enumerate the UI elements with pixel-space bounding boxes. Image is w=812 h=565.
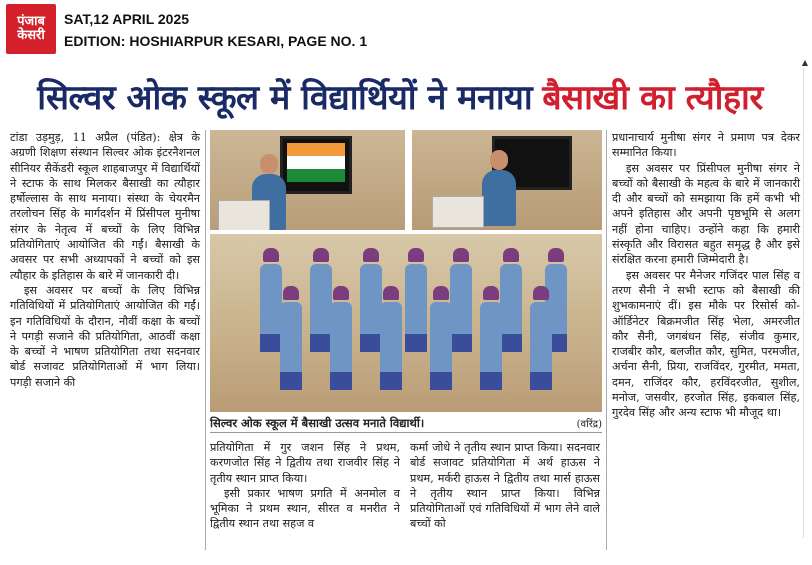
- paragraph: इसी प्रकार भाषण प्रगति में अनमोल व भूमिका ने प्रथम स्थान, सीरत व मनरीत ने द्वितीय स्थान तथा सहज व: [210, 486, 400, 531]
- student-figure: [430, 302, 452, 372]
- paragraph: इस अवसर पर प्रिंसीपल मुनीषा संगर ने बच्चों को बैसाखी के महत्व के बारे में जानकारी दी और बच्चों को समझाया कि हमें कभी भी अपने इतिहास और अपनी पृष्ठभूमि से अलग नहीं होना चाहिए। उन्होंने कहा कि हमारी संस्कृति और विरासत बहुत समृद्ध है और इसे संरक्षित करना हमारी जिम्मेदारी है।: [612, 161, 800, 267]
- caption-text: सिल्वर ओक स्कूल में बैसाखी उत्सव मनाते विद्यार्थी।: [210, 415, 425, 430]
- article-column-3: [410, 440, 600, 532]
- scroll-up-arrow-icon[interactable]: ▲: [801, 58, 808, 67]
- column-divider: [606, 130, 607, 550]
- edition-info: EDITION: HOSHIARPUR KESARI, PAGE NO. 1: [64, 33, 368, 49]
- logo-line-2: केसरी: [17, 28, 45, 43]
- edition-meta: [64, 8, 367, 52]
- student-figure: [480, 302, 502, 372]
- photo-credit: (वरिंद्र): [576, 419, 602, 430]
- paragraph: कर्मा जोधे ने तृतीय स्थान प्राप्त किया। सदनवार बोर्ड सजावट प्रतियोगिता में अर्थ हाऊस ने प्रथम, मर्करी हाऊस ने द्वितीय तथा मार्स हाऊस ने तृतीय स्थान प्राप्त किया। विभिन्न प्रतियोगिताओं एवं गतिविधियों में भाग लेने वाले बच्चों को: [410, 441, 600, 531]
- tv-screen: [280, 136, 352, 194]
- student-figure: [310, 264, 332, 334]
- student-figure: [530, 302, 552, 372]
- photo-speech-left: [210, 130, 405, 230]
- paragraph: टांडा उड़मुड़, 11 अप्रैल (पंडित): क्षेत्र के अग्रणी शिक्षण संस्थान सिल्वर ओक इंटरनैशनल सीनियर सैकेंडरी स्कूल शाहबाजपुर में विद्यार्थियों ने स्टाफ के साथ मिलकर बैसाखी का त्यौहार हर्षोल्लास के साथ मनाया। संस्था के चेयरमैन तरलोचन सिंह के मार्गदर्शन में प्रिंसीपल मुनीषा संगर के नेतृत्व में बच्चों के लिए विभिन्न प्रतियोगिताएं आयोजित की गईं। बैसाखी के अवसर पर सभी अध्यापकों ने बच्चों को इस त्यौहार के इतिहास के बारे में जानकारी दी।: [10, 131, 200, 282]
- paragraph: इस अवसर पर बच्चों के लिए विभिन्न गतिविधियों में प्रतियोगिताएं आयोजित की गईं। इन गतिविधियों के दौरान, नौवीं कक्षा के बच्चों ने पगड़ी सजाने की प्रतियोगिता, आठवीं कक्षा के बच्चों ने भाषण प्रतियोगिता तथा सदनवार बोर्ड सजावट प्रतियोगिताओं में भाग लिया। पगड़ी सजाने की: [10, 283, 200, 389]
- paragraph: प्रतियोगिता में गुर जशन सिंह ने प्रथम, करणजोत सिंह ने द्वितीय तथा राजवीर सिंह ने तृतीय स्थान प्राप्त किया।: [210, 441, 400, 485]
- logo-line-1: पंजाब: [17, 14, 45, 30]
- paragraph: इस अवसर पर मैनेजर गजिंदर पाल सिंह व तरण सैनी ने सभी स्टाफ को बैसाखी की शुभकामनाएं दीं। इस मौके पर रिसोर्स को-ऑर्डिनेटर बिक्रमजीत सिंह भेला, अमरजीत कौर सैनी, जगबंधन सिंह, संजीव कुमार, राजबीर कौर, बलजीत कौर, सुमित, परमजीत, अर्चना सैनी, प्रिया, राजविंदर, गुरमीत, ममता, दमन, राजिंदर कौर, हरविंदरजीत, सुशील, मनोज, जसवीर, हरजोत सिंह, इकबाल सिंह, गुरदेव सिंह और अन्य स्टाफ भी मौजूद था।: [612, 268, 800, 420]
- article-headline: [0, 66, 800, 126]
- headline-part-2: बैसाखी का त्यौहार: [542, 78, 763, 118]
- headline-part-1: सिल्वर ओक स्कूल में विद्यार्थियों ने मनाया: [37, 78, 533, 118]
- edition-date: SAT,12 APRIL 2025: [64, 11, 190, 27]
- page-header: [0, 0, 812, 60]
- column-divider: [205, 130, 206, 550]
- article-column-2: [210, 440, 400, 532]
- paragraph: प्रधानाचार्य मुनीषा संगर ने प्रमाण पत्र देकर सम्मानित किया।: [612, 131, 800, 160]
- photo-caption: [210, 414, 602, 433]
- article-column-4: [612, 130, 800, 421]
- photo-speech-right: [412, 130, 602, 230]
- podium: [432, 196, 484, 228]
- student-figure: [500, 264, 522, 334]
- podium: [218, 200, 270, 230]
- student-figure: [380, 302, 402, 372]
- student-figure: [360, 264, 382, 334]
- photo-group-students: [210, 234, 602, 412]
- article-column-1: [10, 130, 200, 390]
- student-figure: [405, 264, 427, 334]
- student-figure: [260, 264, 282, 334]
- newspaper-logo: [6, 4, 56, 54]
- speaker-figure: [482, 170, 516, 226]
- student-figure: [450, 264, 472, 334]
- student-figure: [280, 302, 302, 372]
- scrollbar[interactable]: [803, 68, 810, 538]
- flag-image: [287, 143, 345, 183]
- student-figure: [330, 302, 352, 372]
